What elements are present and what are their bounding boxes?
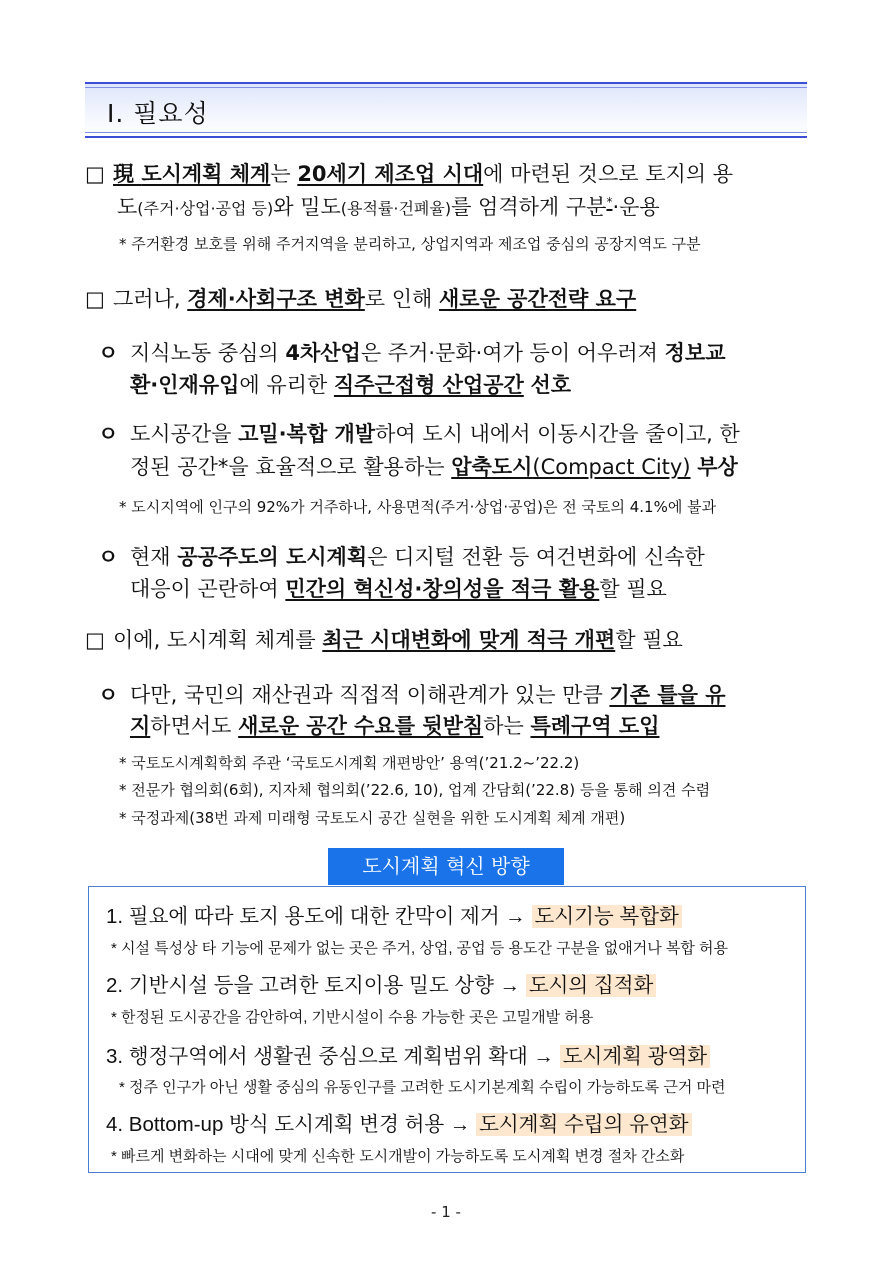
text-run: 에 마련된 것으로 토지의 용 <box>483 162 734 186</box>
text-run <box>524 373 531 397</box>
footnote: * 도시지역에 인구의 92%가 거주하나, 사용면적(주거·상업·공업)은 전 국토의 4.1%에 불과 <box>119 498 717 516</box>
text-run: 도 <box>117 195 138 219</box>
footnote: * 주거환경 보호를 위해 주거지역을 분리하고, 상업지역과 제조업 중심의 공장지역도 구분 <box>119 235 701 253</box>
sub-bullet-paragraph <box>98 337 725 367</box>
text-run: 부상 <box>697 455 738 479</box>
goal-highlight: 도시계획 수립의 유연화 <box>476 1113 691 1136</box>
text-run: * <box>606 195 613 209</box>
text-run: 그러나, <box>113 287 188 311</box>
text-run: 압축도시 <box>451 455 533 479</box>
text-run: ·운용 <box>612 195 660 219</box>
box-note: * 시설 특성상 타 기능에 문제가 없는 곳은 주거, 상업, 공업 등 용도간 구분을 없애거나 복합 허용 <box>111 940 728 957</box>
text-run: 고밀·복합 개발 <box>238 422 376 446</box>
text-run: 는 <box>270 162 298 186</box>
text-run: 할 필요 <box>615 628 683 652</box>
text-run: 새로운 공간전략 요구 <box>439 287 637 311</box>
text-run: (Compact City) <box>532 455 691 479</box>
text-run: 할 필요 <box>599 577 667 601</box>
text-run: 최근 시대변화에 맞게 적극 개편 <box>322 628 616 652</box>
footnote: * 전문가 협의회(6회), 지자체 협의회(’22.6, 10), 업계 간담회(’22.8) 등을 통해 의견 수렴 <box>119 781 711 799</box>
circle-bullet-icon: ㅇ <box>98 422 119 446</box>
square-bullet-icon: □ <box>85 287 105 311</box>
bullet-paragraph <box>85 624 683 654</box>
square-bullet-icon: □ <box>85 162 105 186</box>
section-header <box>85 82 807 138</box>
sub-bullet-paragraph <box>98 679 725 709</box>
text-run: 민간의 혁신성·창의성을 적극 활용 <box>285 577 600 601</box>
text-run: 경제·사회구조 변화 <box>187 287 365 311</box>
paragraph-continuation <box>130 573 667 603</box>
text-run: 기존 틀을 유 <box>609 683 726 707</box>
text-run: 도시계획 체계 <box>141 162 271 186</box>
text-run: 를 엄격하게 구분 <box>451 195 607 219</box>
text-run: 하는 <box>483 714 531 738</box>
text-run: 선호 <box>530 373 572 397</box>
text-run: 와 밀도 <box>273 195 341 219</box>
text-run: 대응이 곤란하여 <box>130 577 286 601</box>
text-run: 지 <box>130 714 151 738</box>
square-bullet-icon: □ <box>85 628 105 652</box>
box-note: * 정주 인구가 아닌 생활 중심의 유동인구를 고려한 도시기본계획 수립이 가능하도록 근거 마련 <box>119 1079 726 1096</box>
text-run: 도시공간을 <box>130 422 239 446</box>
text-run: 새로운 공간 수요를 뒷받침 <box>238 714 484 738</box>
text-run: 정된 공간*을 효율적으로 활용하는 <box>130 455 452 479</box>
page-number: - 1 - <box>431 1203 461 1221</box>
box-item: 3. 행정구역에서 생활권 중심으로 계획범위 확대 → 도시계획 광역화 <box>106 1039 710 1069</box>
box-note: * 한정된 도시공간을 감안하여, 기반시설이 수용 가능한 곳은 고밀개발 허용 <box>111 1009 594 1026</box>
text-run: 現 <box>113 162 142 186</box>
text-run: 현재 <box>130 545 178 569</box>
text-run: 은 디지털 전환 등 여건변화에 신속한 <box>367 545 705 569</box>
text-run: 지식노동 중심의 <box>130 341 286 365</box>
paragraph-continuation <box>130 710 660 740</box>
section-title: Ⅰ. 필요성 <box>107 99 209 128</box>
goal-highlight: 도시기능 복합화 <box>532 905 682 928</box>
text-run: 하면서도 <box>150 714 239 738</box>
text-run: 20세기 제조업 시대 <box>297 162 484 186</box>
goal-highlight: 도시의 집적화 <box>526 974 657 997</box>
innovation-box <box>88 886 806 1173</box>
paragraph-continuation <box>130 451 738 481</box>
innovation-banner: 도시계획 혁신 방향 <box>328 848 564 885</box>
bullet-paragraph <box>85 158 733 188</box>
box-item: 2. 기반시설 등을 고려한 토지이용 밀도 상향 → 도시의 집적화 <box>106 968 656 998</box>
box-item: 4. Bottom-up 방식 도시계획 변경 허용 → 도시계획 수립의 유연화 <box>106 1107 692 1137</box>
circle-bullet-icon: ㅇ <box>98 341 119 365</box>
bullet-paragraph <box>85 283 636 313</box>
text-run: 에 유리한 <box>239 373 334 397</box>
paragraph-continuation <box>130 369 571 399</box>
text-run: 하여 도시 내에서 이동시간을 줄이고, 한 <box>375 422 740 446</box>
text-run: 은 주거·문화·여가 등이 어우러져 <box>360 341 665 365</box>
text-run: 특례구역 도입 <box>530 714 660 738</box>
text-run: (용적률·건폐율) <box>340 199 452 218</box>
paragraph-continuation <box>117 191 660 221</box>
text-run: 이에, 도시계획 체계를 <box>113 628 323 652</box>
circle-bullet-icon: ㅇ <box>98 545 119 569</box>
goal-highlight: 도시계획 광역화 <box>560 1045 710 1068</box>
sub-bullet-paragraph <box>98 541 705 571</box>
footnote: * 국정과제(38번 과제 미래형 국토도시 공간 실현을 위한 도시계획 체계 개편) <box>119 809 626 827</box>
text-run: 공공주도의 도시계획 <box>177 545 368 569</box>
sub-bullet-paragraph <box>98 418 740 448</box>
text-run: 환·인재유입 <box>130 373 240 397</box>
text-run: 4차산업 <box>285 341 361 365</box>
footnote: * 국토도시계획학회 주관 ‘국토도시계획 개편방안’ 용역(’21.2~’22.2) <box>119 754 580 772</box>
circle-bullet-icon: ㅇ <box>98 683 119 707</box>
text-run: 다만, 국민의 재산권과 직접적 이해관계가 있는 만큼 <box>130 683 610 707</box>
text-run: (주거·상업·공업 등) <box>137 199 274 218</box>
text-run: 정보교 <box>664 341 726 365</box>
box-item: 1. 필요에 따라 토지 용도에 대한 칸막이 제거 → 도시기능 복합화 <box>106 899 682 929</box>
text-run: 로 인해 <box>364 287 440 311</box>
text-run: 직주근접형 산업공간 <box>333 373 524 397</box>
box-note: * 빠르게 변화하는 시대에 맞게 신속한 도시개발이 가능하도록 도시계획 변경 절차 간소화 <box>111 1148 685 1165</box>
